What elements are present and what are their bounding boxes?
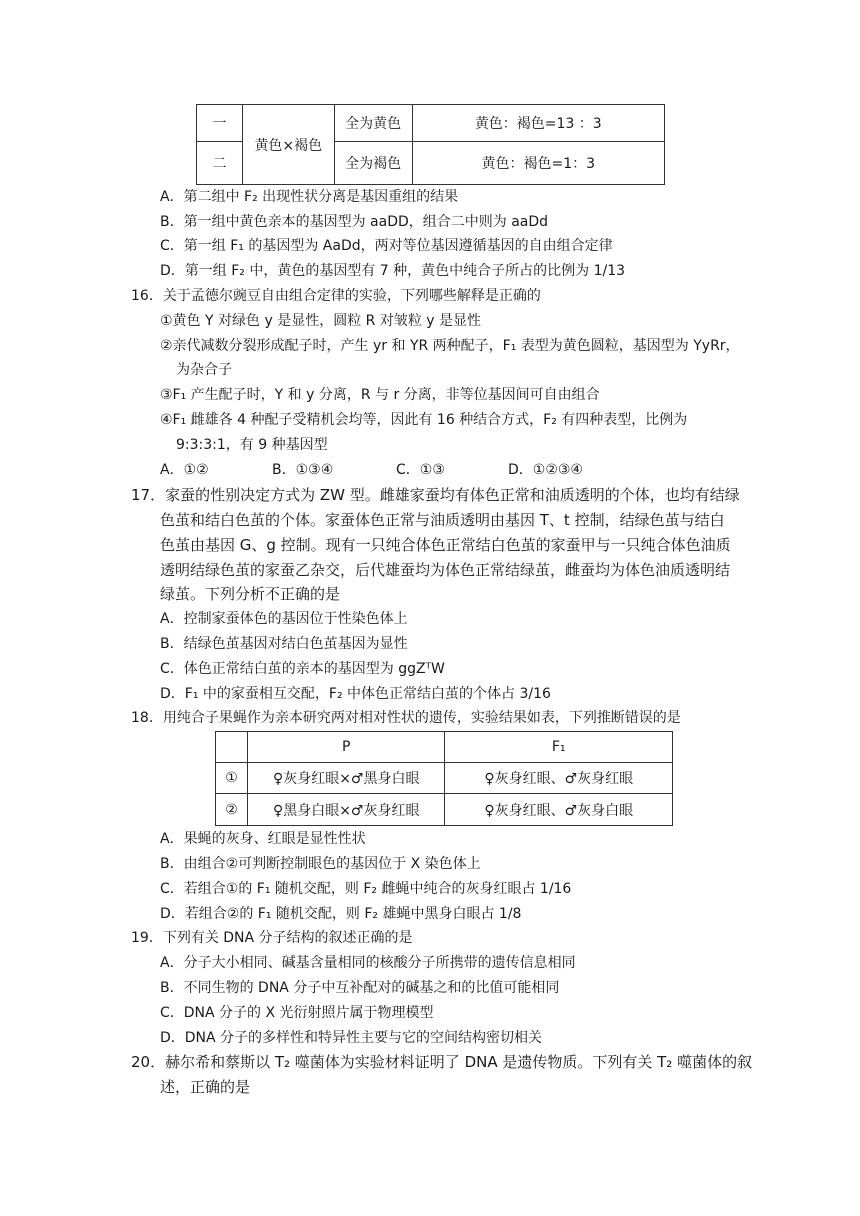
p-cell: ♀灰身红眼×♂黑身白眼 xyxy=(247,763,445,794)
q17-option-c: C．体色正常结白茧的亲本的基因型为 ggZᵀW xyxy=(160,661,445,677)
f1-cell: ♀灰身红眼、♂灰身红眼 xyxy=(445,763,673,794)
q18-option-c: C．若组合①的 F₁ 随机交配，则 F₂ 雌蝇中纯合的灰身红眼占 1/16 xyxy=(160,881,572,897)
q16-statement-4: ④F₁ 雌雄各 4 种配子受精机会均等，因此有 16 种结合方式，F₂ 有四种表型，比例为 xyxy=(160,412,688,428)
q18-option-d: D．若组合②的 F₁ 随机交配，则 F₂ 雄蝇中黑身白眼占 1/8 xyxy=(160,906,522,922)
q16-statement-4-cont: 9:3:3:1，有 9 种基因型 xyxy=(176,437,328,453)
table-header-row xyxy=(216,732,673,763)
table-row xyxy=(197,105,665,142)
f2-cell: 黄色：褐色=13 ：3 xyxy=(412,105,664,142)
q17-option-a: A．控制家蚕体色的基因位于性染色体上 xyxy=(160,611,408,627)
group-id-cell: 二 xyxy=(197,142,243,185)
q16-statement-1: ①黄色 Y 对绿色 y 是显性，圆粒 R 对皱粒 y 是显性 xyxy=(160,313,482,329)
header-p-cell: P xyxy=(247,732,445,763)
q19-stem: 19．下列有关 DNA 分子结构的叙述正确的是 xyxy=(131,930,413,946)
table-row xyxy=(216,794,673,826)
q15-option-a: A．第二组中 F₂ 出现性状分离是基因重组的结果 xyxy=(160,189,459,205)
q17-option-d: D．F₁ 中的家蚕相互交配，F₂ 中体色正常结白茧的个体占 3/16 xyxy=(160,686,551,702)
q19-option-b: B．不同生物的 DNA 分子中互补配对的碱基之和的比值可能相同 xyxy=(160,980,560,996)
q20-stem-line-2: 述，正确的是 xyxy=(160,1078,251,1096)
q17-stem-line-3: 色茧由基因 G、g 控制。现有一只纯合体色正常结白色茧的家蚕甲与一只纯合体色油质 xyxy=(160,536,731,554)
f2-cell: 黄色：褐色=1：3 xyxy=(412,142,664,185)
q15-option-c: C．第一组 F₁ 的基因型为 AaDd，两对等位基因遵循基因的自由组合定律 xyxy=(160,238,613,254)
q16-statement-2: ②亲代减数分裂形成配子时，产生 yr 和 YR 两种配子，F₁ 表型为黄色圆粒，基因型为 YyRr， xyxy=(160,338,740,354)
q16-statement-2-cont: 为杂合子 xyxy=(176,362,232,378)
q18-option-a: A．果蝇的灰身、红眼是显性性状 xyxy=(160,831,366,847)
f1-cell: ♀灰身红眼、♂灰身白眼 xyxy=(445,794,673,826)
q16-statement-3: ③F₁ 产生配子时，Y 和 y 分离，R 与 r 分离，非等位基因间可自由组合 xyxy=(160,387,600,403)
q17-stem-line-4: 透明结绿色茧的家蚕乙杂交，后代雄蚕均为体色正常结绿茧，雌蚕均为体色油质透明结 xyxy=(160,561,731,579)
header-id-cell xyxy=(216,732,248,763)
group-id-cell: 一 xyxy=(197,105,243,142)
p-cell: ♀黑身白眼×♂灰身红眼 xyxy=(247,794,445,826)
q18-option-b: B．由组合②可判断控制眼色的基因位于 X 染色体上 xyxy=(160,856,481,872)
header-f1-cell: F₁ xyxy=(445,732,673,763)
q19-option-d: D．DNA 分子的多样性和特异性主要与它的空间结构密切相关 xyxy=(160,1030,543,1046)
parent-cross-cell: 黄色×褐色 xyxy=(242,105,334,185)
q20-stem-line-1: 20．赫尔希和蔡斯以 T₂ 噬菌体为实验材料证明了 DNA 是遗传物质。下列有关 T₂ 噬菌体的叙 xyxy=(131,1053,753,1071)
q16-option-d: D．①②③④ xyxy=(508,462,583,478)
q17-stem-line-1: 17．家蚕的性别决定方式为 ZW 型。雌雄家蚕均有体色正常和油质透明的个体，也均有结绿 xyxy=(131,486,740,504)
f1-cell: 全为黄色 xyxy=(334,105,412,142)
cross-table-q15 xyxy=(196,104,665,185)
q17-stem-line-5: 绿茧。下列分析不正确的是 xyxy=(160,585,341,603)
q15-option-b: B．第一组中黄色亲本的基因型为 aaDD，组合二中则为 aaDd xyxy=(160,214,549,230)
q16-option-b: B．①③④ xyxy=(272,462,334,478)
q15-option-d: D．第一组 F₂ 中，黄色的基因型有 7 种，黄色中纯合子所占的比例为 1/13 xyxy=(160,263,626,279)
q19-option-a: A．分子大小相同、碱基含量相同的核酸分子所携带的遗传信息相同 xyxy=(160,955,576,971)
table-row xyxy=(216,763,673,794)
q19-option-c: C．DNA 分子的 X 光衍射照片属于物理模型 xyxy=(160,1005,434,1021)
q18-stem: 18．用纯合子果蝇作为亲本研究两对相对性状的遗传，实验结果如表，下列推断错误的是 xyxy=(131,710,681,726)
q16-stem: 16．关于孟德尔豌豆自由组合定律的实验，下列哪些解释是正确的 xyxy=(131,288,541,304)
cross-table-q18 xyxy=(215,731,673,826)
combo-id-cell: ② xyxy=(216,794,248,826)
combo-id-cell: ① xyxy=(216,763,248,794)
q16-option-c: C．①③ xyxy=(396,462,445,478)
q17-option-b: B．结绿色茧基因对结白色茧基因为显性 xyxy=(160,636,408,652)
q17-stem-line-2: 色茧和结白色茧的个体。家蚕体色正常与油质透明由基因 T、t 控制，结绿色茧与结白 xyxy=(160,511,725,529)
f1-cell: 全为褐色 xyxy=(334,142,412,185)
q16-option-a: A．①② xyxy=(160,462,209,478)
